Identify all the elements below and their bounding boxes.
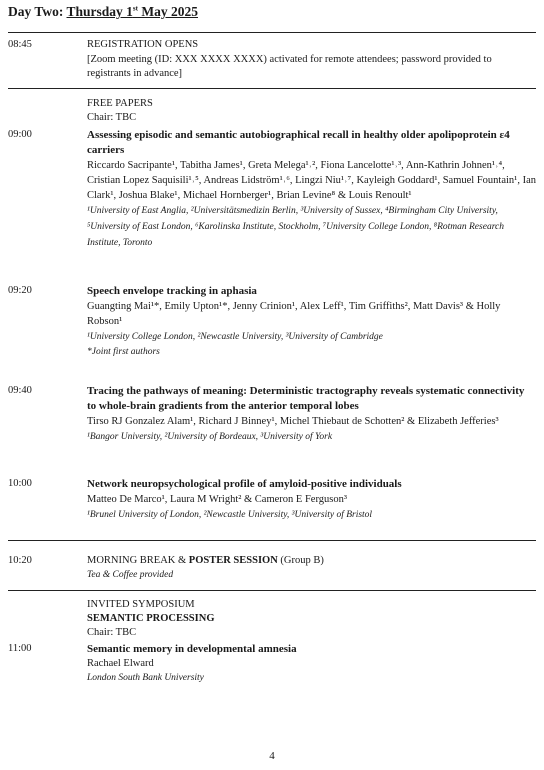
talk-title: Network neuropsychological profile of amyloid-positive individuals xyxy=(87,478,402,490)
symposium-subheading: SEMANTIC PROCESSING xyxy=(87,613,215,624)
divider xyxy=(8,590,536,591)
talk-affiliations: ¹Brunel University of London, ²Newcastle University, ³University of Bristol xyxy=(87,510,373,520)
break-note: Tea & Coffee provided xyxy=(87,570,174,580)
break-title xyxy=(87,554,536,568)
free-papers-heading: FREE PAPERS xyxy=(87,98,153,109)
symposium-chair: Chair: TBC xyxy=(87,627,137,638)
talk-affiliations: ¹University of East Anglia, ²Universitätsmedizin Berlin, ³University of Sussex, ⁴Birmingham City University, ⁵University of East London, ⁶Karolinska Institute, Stockholm, ⁷University College London, ⁸Rotman Research Institute, Toronto xyxy=(87,206,505,248)
talk-time: 09:40 xyxy=(8,385,32,396)
date-end: May 2025 xyxy=(137,4,198,19)
break-title-c: (Group B) xyxy=(277,555,324,566)
talk-title: Tracing the pathways of meaning: Deterministic tractography reveals systematic connectivity to whole-brain gradients from the anterior temporal lobes xyxy=(87,385,525,412)
talk-time: 10:00 xyxy=(8,478,32,489)
page-number: 4 xyxy=(269,750,275,762)
day-heading-date xyxy=(67,4,198,19)
talk-title: Assessing episodic and semantic autobiographical recall in healthy older apolipoprotein ε4 carriers xyxy=(87,129,510,156)
talk-affiliations: ¹University College London, ²Newcastle University, ³University of Cambridge xyxy=(87,332,383,342)
symposium-talk-title: Semantic memory in developmental amnesia xyxy=(87,643,297,655)
talk-time: 09:00 xyxy=(8,129,32,140)
day-heading-prefix: Day Two: xyxy=(8,4,67,19)
registration-time: 08:45 xyxy=(8,39,32,50)
talk-note: *Joint first authors xyxy=(87,347,160,357)
break-time: 10:20 xyxy=(8,555,32,566)
talk-authors: Riccardo Sacripante¹, Tabitha James¹, Greta Melega¹˒², Fiona Lancelotte¹˒³, Ann-Kathrin Johnen¹˒⁴, Cristian Lopez Saquisili¹˒⁵, Andreas Lidström¹˒⁶, Lingzi Niu¹˒⁷, Kayleigh Goddard¹, Samuel Fountain¹, Ian Clark¹, Joshua Blake¹, Michael Hornberger¹, Brian Levine⁸ & Louis Renoult¹ xyxy=(87,160,536,201)
symposium-time: 11:00 xyxy=(8,643,32,654)
poster-session-label: POSTER SESSION xyxy=(188,555,278,566)
talk-title: Speech envelope tracking in aphasia xyxy=(87,285,257,297)
day-heading xyxy=(8,4,198,20)
divider xyxy=(8,540,536,541)
divider xyxy=(8,32,536,33)
registration-title: REGISTRATION OPENS xyxy=(87,39,199,50)
divider xyxy=(8,88,536,89)
talk-authors: Guangting Mai¹*, Emily Upton¹*, Jenny Crinion¹, Alex Leff¹, Tim Griffiths², Matt Davis³ & Holly Robson¹ xyxy=(87,301,501,327)
symposium-speaker: Rachael Elward xyxy=(87,658,154,669)
symposium-affiliation: London South Bank University xyxy=(87,673,204,683)
free-papers-chair: Chair: TBC xyxy=(87,112,137,123)
talk-time: 09:20 xyxy=(8,285,32,296)
date-sup: st xyxy=(132,4,138,13)
talk-authors: Matteo De Marco¹, Laura M Wright² & Cameron E Ferguson³ xyxy=(87,494,347,505)
break-title-a: MORNING BREAK & xyxy=(87,555,189,566)
symposium-heading: INVITED SYMPOSIUM xyxy=(87,599,195,610)
talk-authors: Tirso RJ Gonzalez Alam¹, Richard J Binney¹, Michel Thiebaut de Schotten² & Elizabeth Jefferies³ xyxy=(87,416,499,427)
date-main: Thursday 1 xyxy=(66,4,133,19)
talk-affiliations: ¹Bangor University, ²University of Bordeaux, ³University of York xyxy=(87,432,333,442)
registration-note: [Zoom meeting (ID: XXX XXXX XXXX) activated for remote attendees; password provided to registrants in advance] xyxy=(87,54,492,79)
